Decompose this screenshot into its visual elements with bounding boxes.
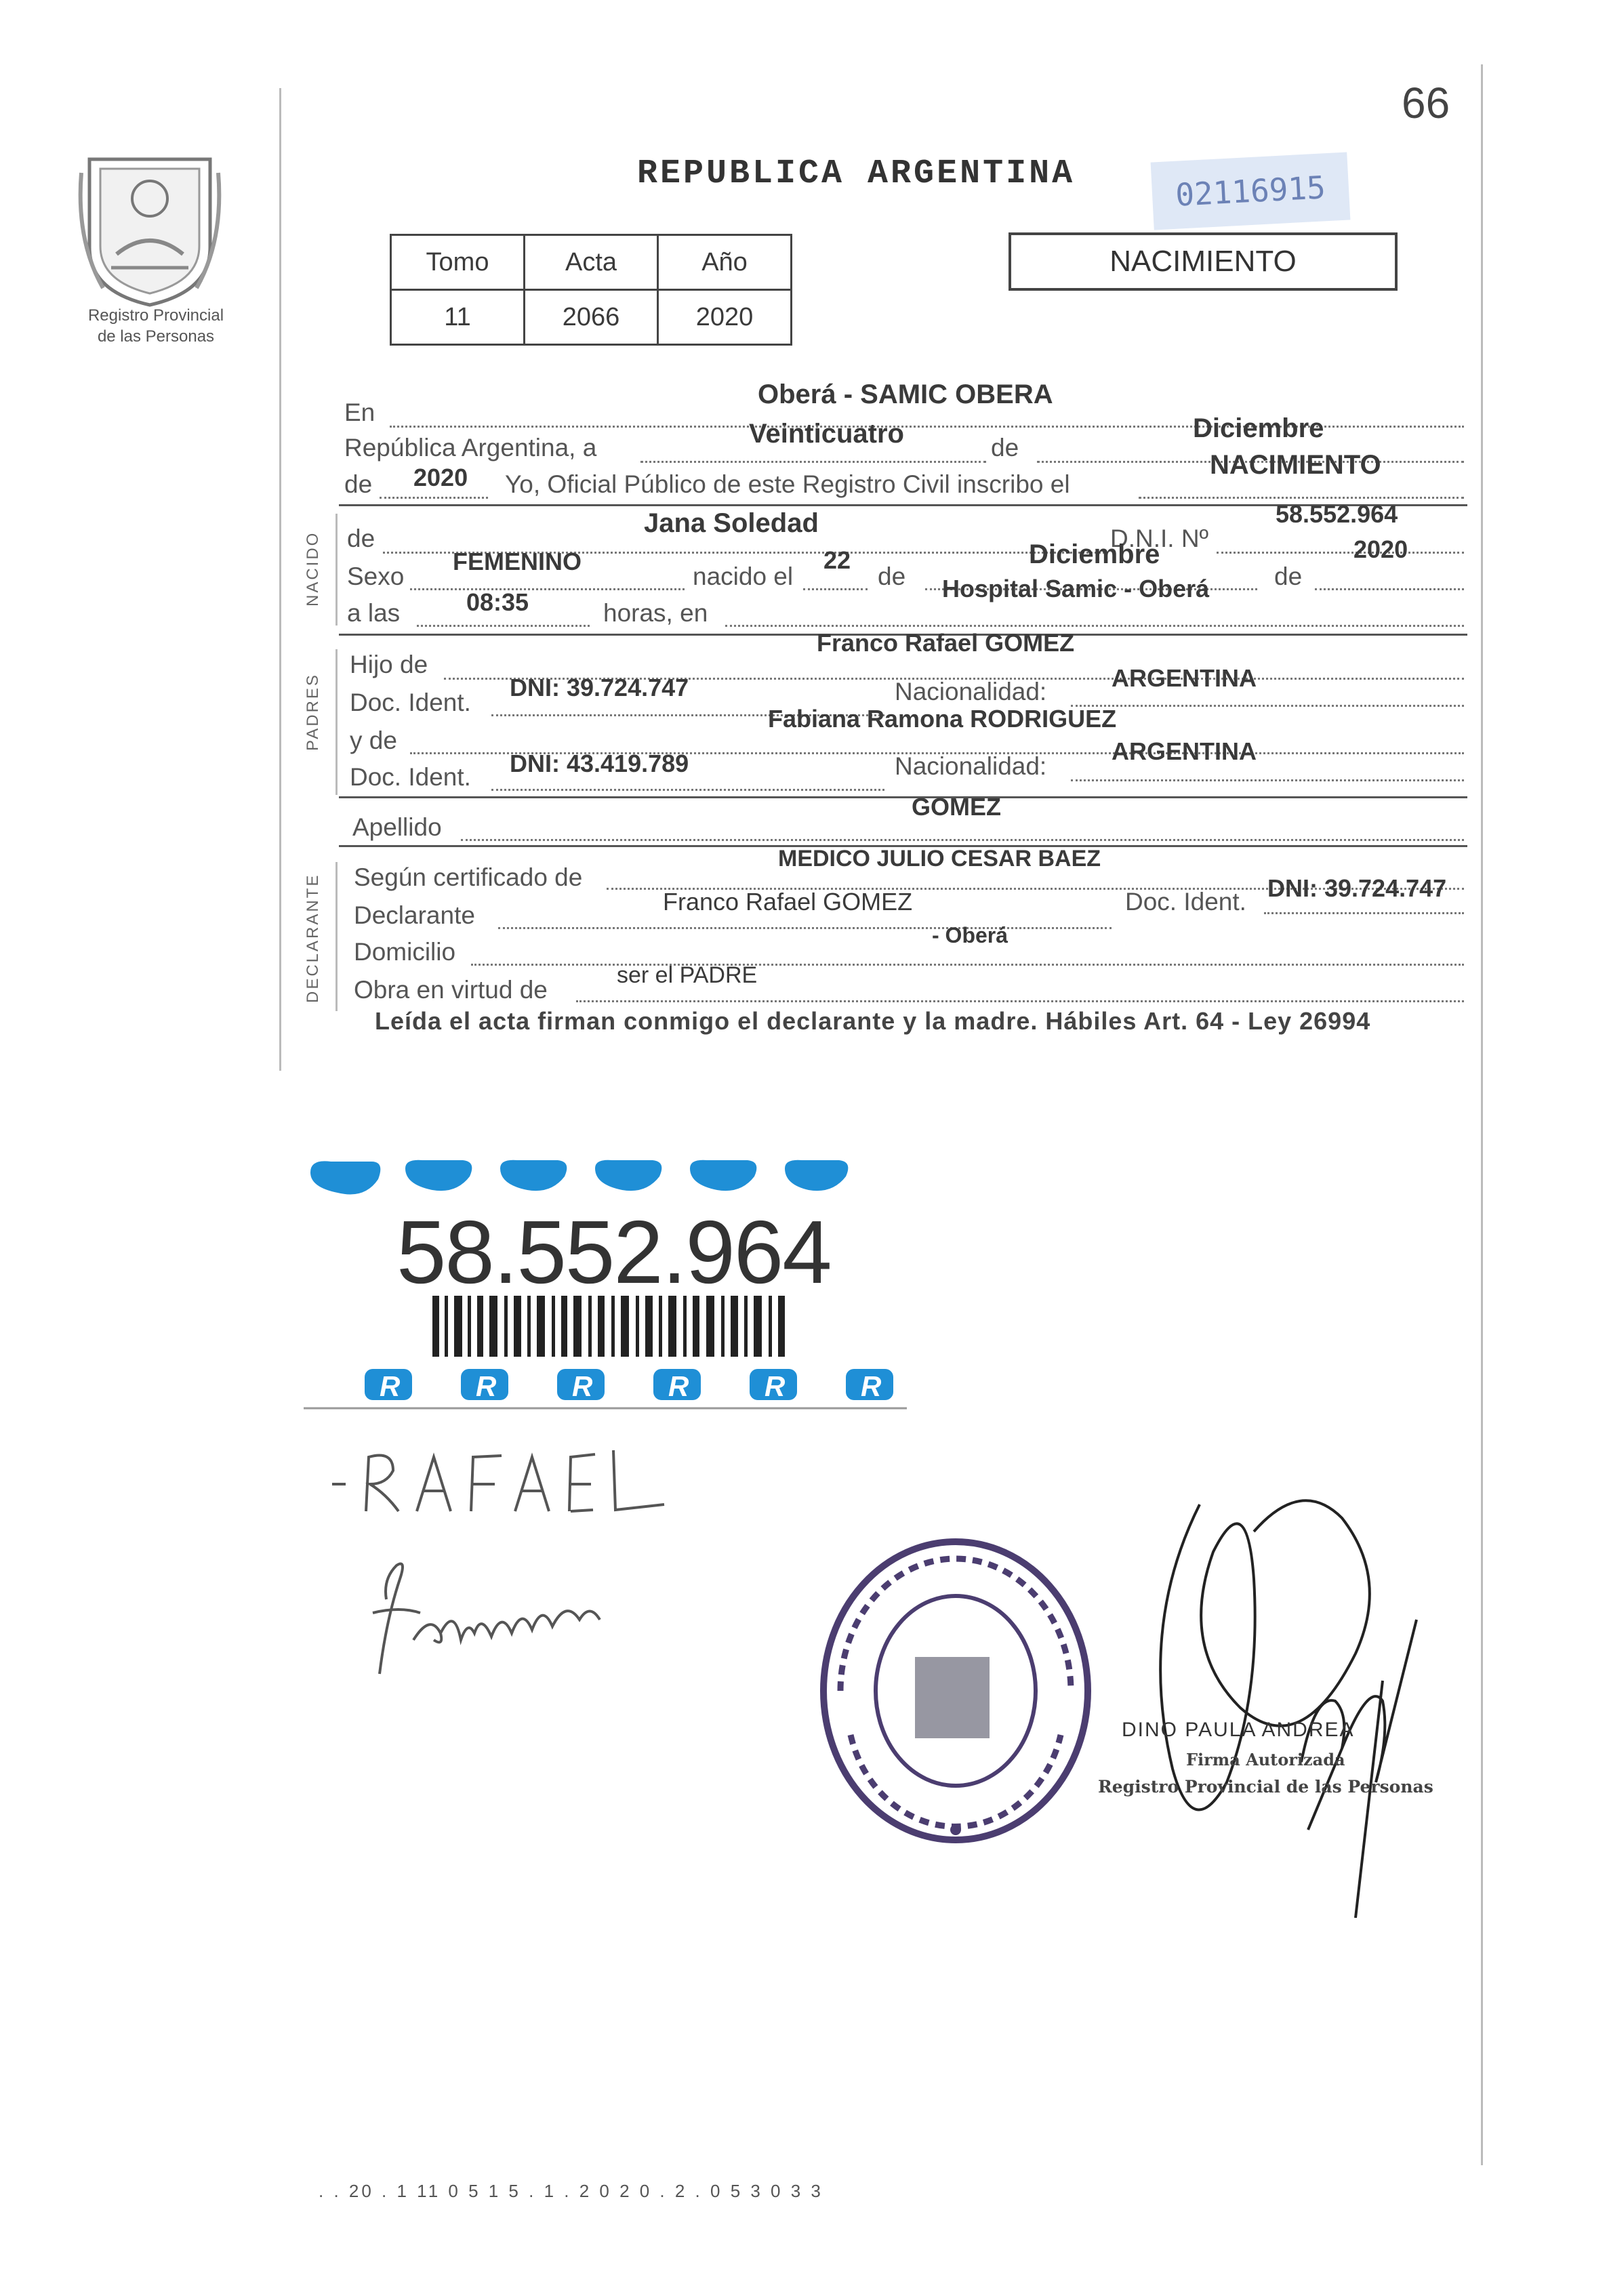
registry-value-ano: 2020: [658, 290, 792, 345]
dotted-line: [1139, 497, 1464, 499]
doc-ident-label: Doc. Ident.: [350, 689, 471, 716]
child-sex: FEMENINO: [453, 548, 582, 575]
birth-place: Hospital Samic - Oberá: [942, 575, 1210, 602]
country-title: REPUBLICA ARGENTINA: [637, 155, 1076, 193]
certificado-label: Según certificado de: [354, 863, 583, 891]
registry-value-row: [391, 290, 792, 345]
svg-text:R: R: [380, 1370, 401, 1402]
a-las-label: a las: [347, 599, 401, 627]
nacionalidad-label: Nacionalidad:: [895, 752, 1047, 780]
hijo-de-label: Hijo de: [350, 651, 428, 678]
handwritten-fabiana: [366, 1538, 651, 1687]
dotted-line: [410, 588, 685, 590]
signatory-title: Firma Autorizada: [1186, 1750, 1345, 1769]
nacido-de-label: de: [1274, 562, 1303, 590]
registry-table: [390, 234, 792, 346]
declarant-address: - Oberá: [932, 923, 1009, 947]
nacido-el-label: nacido el: [693, 562, 794, 590]
svg-text:R: R: [765, 1370, 786, 1402]
en-label: En: [344, 398, 375, 426]
birth-time: 08:35: [466, 588, 529, 616]
statement-text: Yo, Oficial Público de este Registro Civil inscribo el: [505, 470, 1070, 498]
section-label-nacido: NACIDO: [304, 531, 322, 607]
registration-month: Diciembre: [1193, 413, 1324, 443]
registration-place: Oberá - SAMIC OBERA: [758, 380, 1053, 409]
republica-label: República Argentina, a: [344, 434, 597, 462]
father-name: Franco Rafael GOMEZ: [817, 629, 1075, 657]
registry-header-ano: Año: [658, 235, 792, 290]
obra-label: Obra en virtud de: [354, 976, 548, 1004]
record-type-box: NACIMIENTO: [1009, 232, 1398, 291]
child-name: Jana Soledad: [644, 508, 819, 538]
right-margin-line: [1481, 64, 1483, 2165]
mother-nationality: ARGENTINA: [1112, 737, 1257, 765]
control-stamp: 02116915: [1151, 152, 1351, 230]
dotted-line: [1071, 779, 1464, 781]
organization-name: [68, 305, 244, 347]
closing-note: Leída el acta firman conmigo el declarante y la madre. Hábiles Art. 64 - Ley 26994: [375, 1007, 1371, 1035]
medical-certifier: MEDICO JULIO CESAR BAEZ: [778, 846, 1101, 872]
dotted-line: [1264, 912, 1464, 914]
declarante-label: Declarante: [354, 901, 475, 929]
mother-doc: DNI: 43.419.789: [510, 750, 689, 777]
misiones-emblem-icon: [76, 146, 224, 308]
organization-line-2: de las Personas: [97, 327, 215, 346]
declarant-name: Franco Rafael GOMEZ: [663, 888, 913, 916]
nacido-de-label: de: [347, 525, 375, 552]
section-bracket: [335, 649, 338, 795]
dotted-line: [1071, 705, 1464, 707]
registry-seal-icon: [813, 1532, 1098, 1850]
y-de-label: y de: [350, 726, 397, 754]
day-in-words: Veinticuatro: [749, 419, 904, 449]
surname: GOMEZ: [912, 793, 1001, 821]
dotted-line: [640, 461, 986, 463]
father-doc: DNI: 39.724.747: [510, 674, 689, 701]
child-dni: 58.552.964: [1276, 500, 1398, 528]
svg-text:R: R: [668, 1370, 689, 1402]
sexo-label: Sexo: [347, 562, 405, 590]
footer-code: . . 20 . 1 11 0 5 1 5 . 1 . 2 0 2 0 . 2 . 0 5 3 0 3 3: [319, 2181, 823, 2201]
de-label: de: [344, 470, 373, 498]
section-bracket: [335, 514, 338, 626]
dni-label: D.N.I. Nº: [1110, 525, 1209, 552]
doc-ident-label: Doc. Ident.: [350, 763, 471, 791]
dotted-line: [461, 839, 1464, 841]
mother-name: Fabiana Ramona RODRIGUEZ: [768, 705, 1117, 733]
svg-text:R: R: [476, 1370, 497, 1402]
svg-text:R: R: [861, 1370, 882, 1402]
signatory-organization: Registro Provincial de las Personas: [1098, 1777, 1433, 1797]
apellido-label: Apellido: [352, 813, 442, 841]
de-label: de: [991, 434, 1019, 462]
svg-text:R: R: [572, 1370, 593, 1402]
organization-line-1: Registro Provincial: [87, 306, 224, 325]
doc-ident-label: Doc. Ident.: [1125, 888, 1246, 916]
birth-month: Diciembre: [1029, 539, 1160, 569]
dotted-line: [1217, 552, 1464, 554]
registry-header-tomo: Tomo: [391, 235, 525, 290]
record-registered: NACIMIENTO: [1210, 450, 1381, 480]
handwritten-rafael: [325, 1430, 678, 1532]
dotted-line: [803, 588, 868, 590]
registry-header-acta: Acta: [525, 235, 658, 290]
left-margin-line: [279, 88, 281, 1071]
dotted-line: [491, 789, 884, 791]
nacionalidad-label: Nacionalidad:: [895, 678, 1047, 705]
nacido-de-label: de: [878, 562, 906, 590]
section-label-declarante: DECLARANTE: [304, 873, 322, 1003]
dotted-line: [417, 625, 590, 627]
registry-value-acta: 2066: [525, 290, 658, 345]
registry-header-row: [391, 235, 792, 290]
domicilio-label: Domicilio: [354, 938, 456, 966]
horas-en-label: horas, en: [603, 599, 708, 627]
section-label-padres: PADRES: [304, 673, 322, 751]
registry-value-tomo: 11: [391, 290, 525, 345]
registration-year: 2020: [413, 464, 468, 491]
page-number: 66: [1402, 79, 1450, 127]
dotted-line: [1315, 588, 1464, 590]
dotted-line: [380, 497, 488, 499]
section-separator: [339, 796, 1467, 798]
sticker-number: 58.552.964: [396, 1202, 831, 1302]
birth-day: 22: [823, 546, 851, 574]
dotted-line: [725, 625, 1464, 627]
declarant-doc: DNI: 39.724.747: [1267, 874, 1447, 902]
signatory-name: DINO PAULA ANDREA: [1122, 1719, 1355, 1741]
section-bracket: [335, 862, 338, 1011]
signature-scribble: [1098, 1477, 1478, 1918]
dotted-line: [498, 927, 1112, 929]
father-nationality: ARGENTINA: [1112, 664, 1257, 692]
birth-year: 2020: [1353, 535, 1408, 563]
declarant-capacity: ser el PADRE: [617, 962, 758, 988]
